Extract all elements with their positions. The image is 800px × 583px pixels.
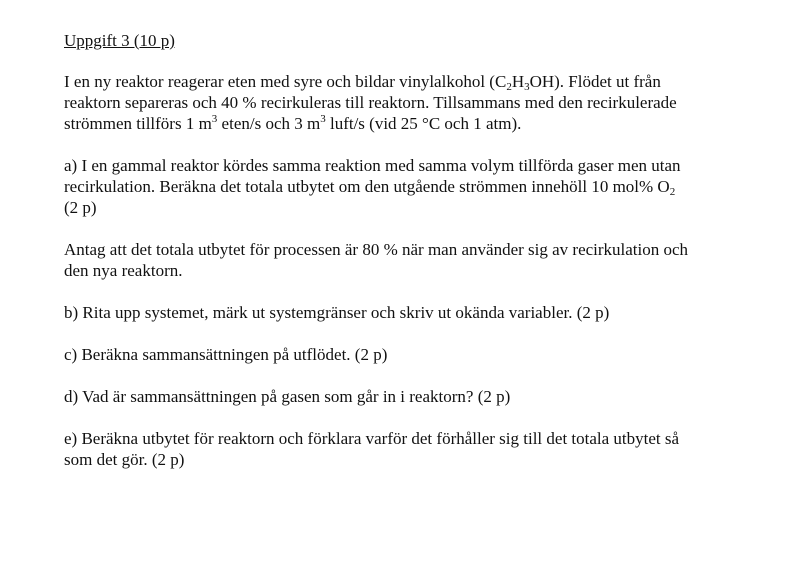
task-heading: Uppgift 3 (10 p) [64, 31, 175, 50]
part-a-paragraph [64, 155, 764, 218]
part-d-line: d) Vad är sammansättningen på gasen som går in i reaktorn? (2 p) [64, 387, 511, 406]
subscript: 2 [669, 186, 676, 198]
part-c-line: c) Beräkna sammansättningen på utflödet. (2 p) [64, 345, 388, 364]
part-e-paragraph [64, 428, 764, 470]
part-a-line-3: (2 p) [64, 198, 97, 217]
part-b-line: b) Rita upp systemet, märk ut systemgränser och skriv ut okända variabler. (2 p) [64, 303, 610, 322]
superscript: 3 [211, 113, 218, 125]
intro-text: I en ny reaktor reagerar eten med syre och bildar vinylalkohol (C [64, 72, 507, 91]
part-d-paragraph [64, 386, 764, 407]
part-a-text: recirkulation. Beräkna det totala utbytet om den utgående strömmen innehöll 10 mol% O [64, 177, 670, 196]
part-b-paragraph [64, 302, 764, 323]
intro-text: eten/s och 3 m [217, 114, 321, 133]
part-c-paragraph [64, 344, 764, 365]
intro-line-3 [64, 113, 764, 134]
intro-text: strömmen tillförs 1 m [64, 114, 212, 133]
intro-line-1 [64, 71, 764, 92]
intro-text: H [511, 72, 525, 91]
intro-line-2: reaktorn separeras och 40 % recirkuleras till reaktorn. Tillsammans med den recirkulerade [64, 93, 677, 112]
assumption-paragraph [64, 239, 764, 281]
part-a-line-1: a) I en gammal reaktor kördes samma reaktion med samma volym tillförda gaser men utan [64, 156, 681, 175]
document-page [64, 30, 764, 491]
intro-text: luft/s (vid 25 °C och 1 atm). [325, 114, 522, 133]
part-e-line-2: som det gör. (2 p) [64, 450, 185, 469]
subscript: 2 [506, 81, 512, 93]
superscript: 3 [320, 113, 326, 125]
part-e-line-1: e) Beräkna utbytet för reaktorn och förklara varför det förhåller sig till det totala utbytet så [64, 429, 680, 448]
assumption-line-2: den nya reaktorn. [64, 261, 183, 280]
subscript: 3 [524, 81, 530, 93]
assumption-line-1: Antag att det totala utbytet för processen är 80 % när man använder sig av recirkulation och [64, 240, 689, 259]
intro-paragraph [64, 71, 764, 134]
part-a-line-2 [64, 176, 764, 197]
intro-text: OH). Flödet ut från [529, 72, 661, 91]
